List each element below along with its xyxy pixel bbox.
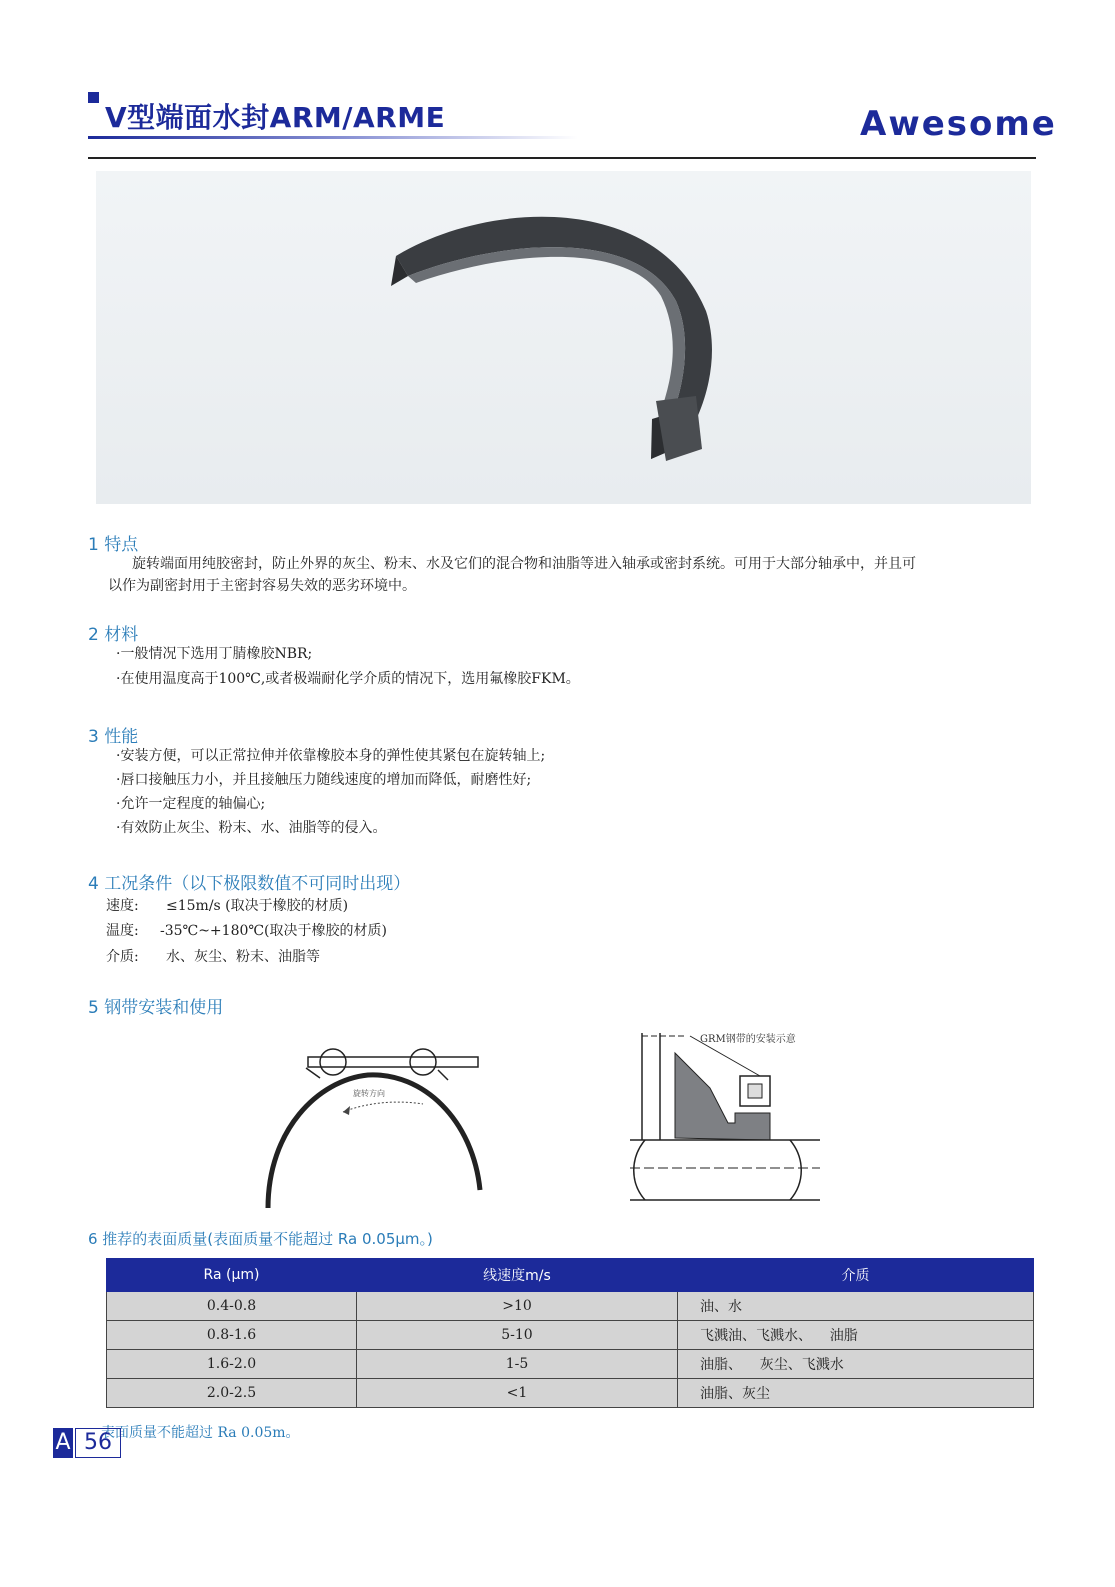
rotation-direction-label: 旋转方向: [353, 1089, 385, 1098]
steel-band-diagram: [248, 1040, 488, 1215]
list-item: ·在使用温度高于100℃,或者极端耐化学介质的情况下，选用氟橡胶FKM。: [116, 671, 580, 687]
cell-speed: >10: [357, 1292, 678, 1321]
table-row: [107, 1379, 1034, 1408]
column-header-speed: 线速度m/s: [357, 1259, 678, 1292]
section-1-paragraph-line1: 旋转端面用纯胶密封，防止外界的灰尘、粉末、水及它们的混合物和油脂等进入轴承或密封系统。可用于大部分轴承中，并且可: [132, 556, 916, 572]
list-item: ·有效防止灰尘、粉末、水、油脂等的侵入。: [116, 820, 387, 836]
page-title: V型端面水封ARM/ARME: [105, 101, 446, 134]
v-seal-ring-illustration: [96, 171, 1031, 504]
column-header-medium: 介质: [678, 1259, 1034, 1292]
cell-ra: 2.0-2.5: [107, 1379, 357, 1408]
installation-diagram: [630, 1028, 820, 1208]
cell-speed: 1-5: [357, 1350, 678, 1379]
title-underline: [88, 136, 578, 139]
list-item: ·允许一定程度的轴偏心;: [116, 796, 266, 812]
table-row: [107, 1292, 1034, 1321]
cell-ra: 0.4-0.8: [107, 1292, 357, 1321]
medium-value: 水、灰尘、粉末、油脂等: [166, 949, 320, 965]
cell-speed: <1: [357, 1379, 678, 1408]
section-1-paragraph-line2: 以作为副密封用于主密封容易失效的恶劣环境中。: [108, 578, 416, 594]
temperature-label: 温度:: [106, 923, 139, 939]
page-section-letter: A: [53, 1428, 73, 1458]
section-1-heading: 1 特点: [88, 535, 139, 555]
section-6-heading: 6 推荐的表面质量(表面质量不能超过 Ra 0.05μm。): [88, 1230, 433, 1248]
section-4-heading: 4 工况条件（以下极限数值不可同时出现）: [88, 874, 411, 894]
cell-medium: 油、水: [678, 1292, 1034, 1321]
surface-quality-note: 表面质量不能超过 Ra 0.05m。: [101, 1425, 300, 1441]
product-photo: [96, 171, 1031, 504]
cell-speed: 5-10: [357, 1321, 678, 1350]
table-row: [107, 1321, 1034, 1350]
title-marker: [88, 92, 99, 103]
list-item: ·安装方便，可以正常拉伸并依靠橡胶本身的弹性使其紧包在旋转轴上;: [116, 748, 546, 764]
speed-label: 速度:: [106, 898, 139, 914]
cell-ra: 1.6-2.0: [107, 1350, 357, 1379]
medium-label: 介质:: [106, 949, 139, 965]
column-header-ra: Ra (μm): [107, 1259, 357, 1292]
page-number: 56: [75, 1428, 121, 1458]
cell-medium: 油脂、灰尘: [678, 1379, 1034, 1408]
table-row: [107, 1350, 1034, 1379]
installation-diagram-label: GRM钢带的安装示意: [700, 1034, 796, 1045]
list-item: ·一般情况下选用丁腈橡胶NBR;: [116, 646, 313, 662]
cell-medium: 飞溅油、飞溅水、 油脂: [678, 1321, 1034, 1350]
section-2-heading: 2 材料: [88, 625, 139, 645]
section-3-heading: 3 性能: [88, 727, 139, 747]
cell-medium: 油脂、 灰尘、飞溅水: [678, 1350, 1034, 1379]
cell-ra: 0.8-1.6: [107, 1321, 357, 1350]
speed-value: ≤15m/s (取决于橡胶的材质): [166, 898, 349, 914]
surface-quality-table: [106, 1258, 1034, 1408]
list-item: ·唇口接触压力小，并且接触压力随线速度的增加而降低，耐磨性好;: [116, 772, 532, 788]
header-rule: [88, 157, 1036, 159]
brand-logo: Awesome: [860, 104, 1057, 144]
temperature-value: -35℃~+180℃(取决于橡胶的材质): [160, 923, 387, 939]
section-5-heading: 5 钢带安装和使用: [88, 998, 224, 1018]
